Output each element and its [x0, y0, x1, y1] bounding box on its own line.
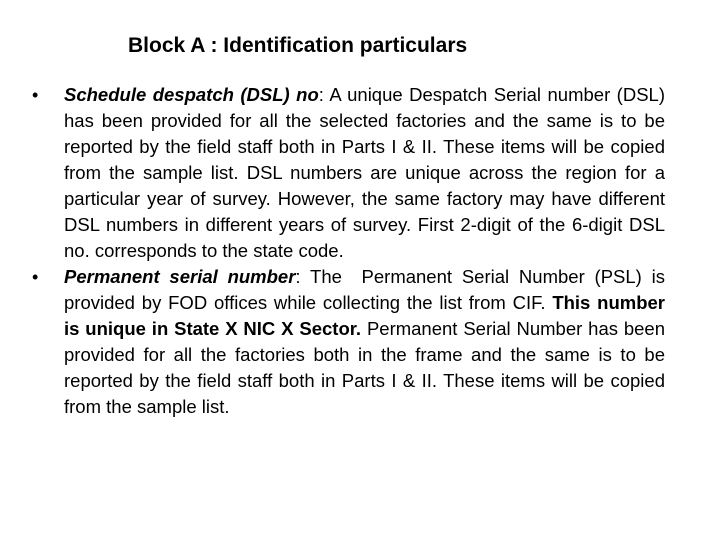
bullet-text: A unique Despatch Serial number (DSL) has been provided for all the selected factories and the same is to be reported by the field staff both in Parts I & II. These items will be copied from the sample list. DSL numbers are unique across the region for a particular year of survey. However, the same factory may have different DSL numbers in different years of survey. First 2-digit of the 6-digit DSL no. corresponds to the state code.: [64, 84, 665, 261]
bullet-separator: :: [295, 266, 311, 287]
bullet-item-dsl: [32, 82, 665, 264]
bullet-point-icon: •: [32, 85, 39, 105]
bullet-emphasis: This number is unique in State X NIC X Sector.: [64, 292, 665, 339]
slide-title: Block A : Identification particulars: [128, 34, 468, 57]
bullet-text: The Permanent Serial Number (PSL) is provided by FOD offices while collecting the list from CIF.: [64, 266, 671, 313]
bullet-separator: :: [318, 84, 330, 105]
bullet-item-psl: [32, 264, 671, 420]
bullet-term: Permanent serial number: [64, 266, 296, 287]
bullet-term: Schedule despatch (DSL) no: [64, 84, 319, 105]
bullet-list: [32, 82, 671, 420]
bullet-point-icon: •: [32, 267, 39, 287]
bullet-text-continued: Permanent Serial Number has been provided for all the factories both in the frame and the same is to be reported by the field staff both in Parts I & II. These items will be copied from the sample list.: [64, 318, 666, 417]
